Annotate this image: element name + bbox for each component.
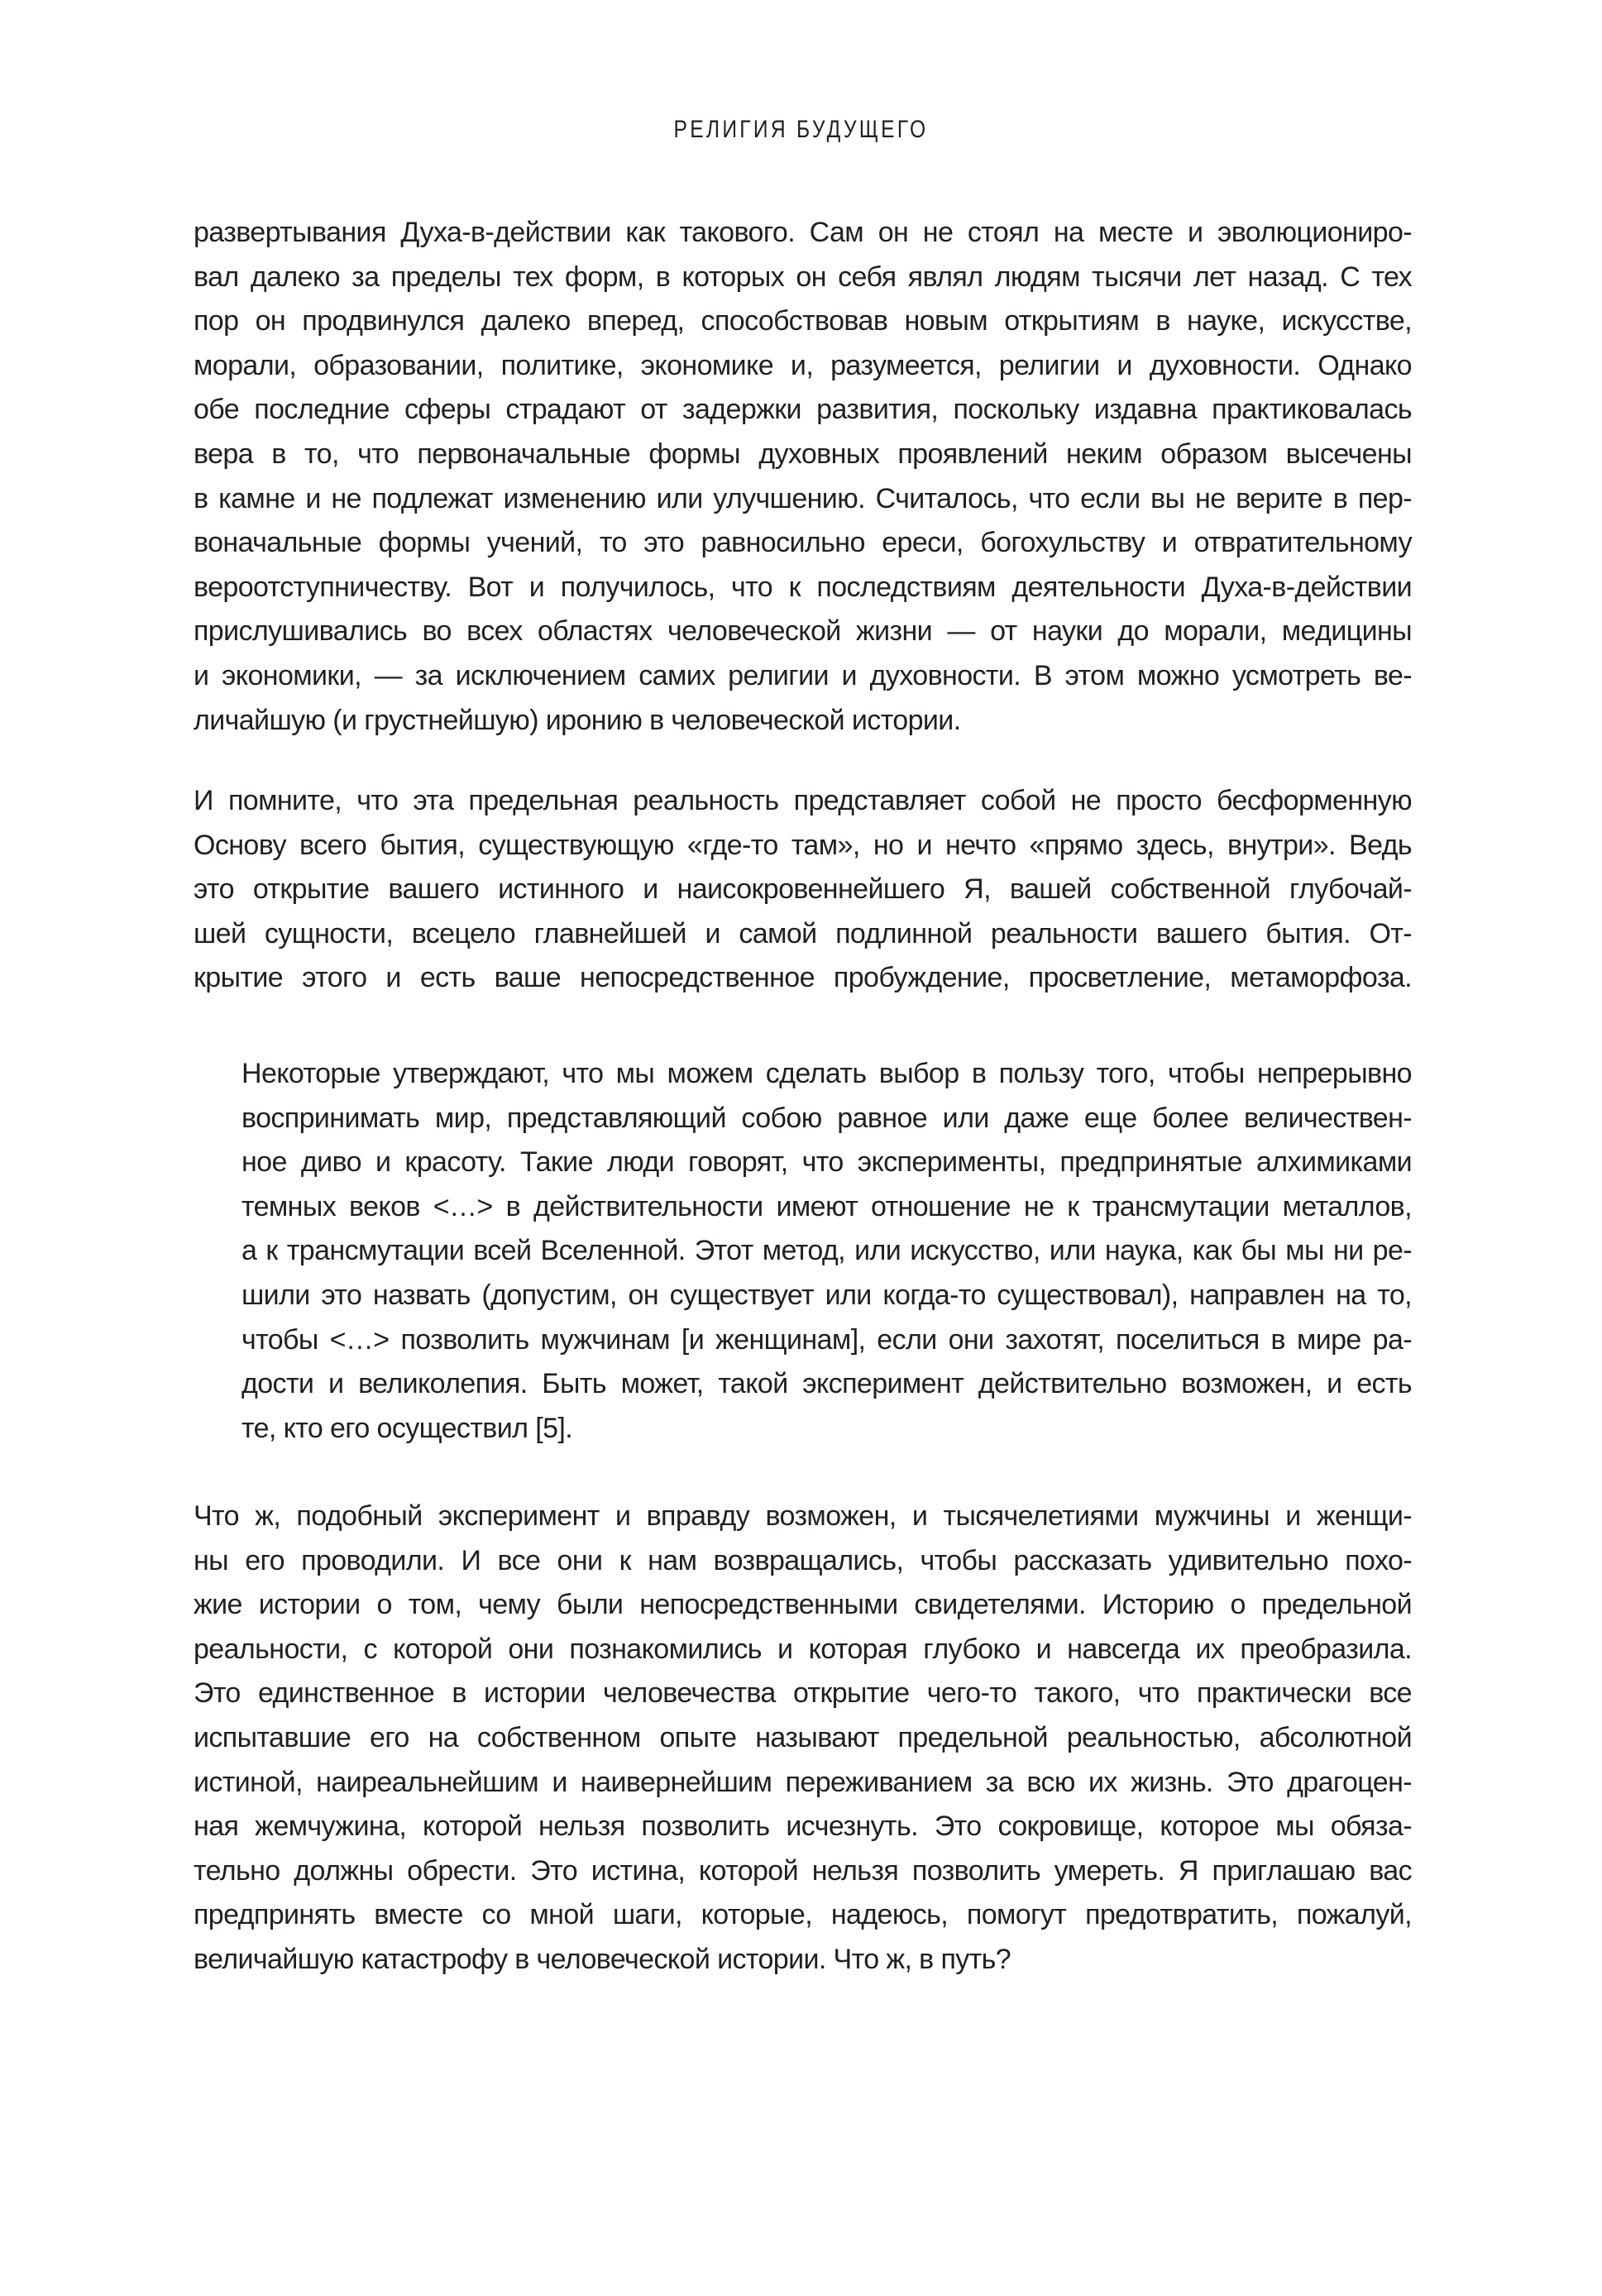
quote-line: ное диво и красоту. Такие люди говорят, что эксперименты, предпринятые алхимиками <box>241 1146 1412 1179</box>
paragraph-3 <box>194 1495 1412 1983</box>
quote-line: дости и великолепия. Быть может, такой эксперимент действительно возможен, и есть <box>241 1368 1412 1400</box>
text-line: И помните, что эта предельная реальность представляет собой не просто бесформенную <box>194 785 1412 816</box>
text-line: Что ж, подобный эксперимент и вправду возможен, и тысячелетиями мужчины и женщи- <box>194 1500 1412 1532</box>
text-line: Это единственное в истории человечества открытие чего-то такого, что практически все <box>194 1677 1412 1710</box>
text-line: вал далеко за пределы тех форм, в которых он себя являл людям тысячи лет назад. С тех <box>194 261 1412 293</box>
text-line: жие истории о том, чему были непосредственными свидетелями. Историю о предельной <box>194 1589 1412 1621</box>
text-line: морали, образовании, политике, экономике и, разумеется, религии и духовности. Однако <box>194 349 1412 381</box>
text-line: крытие этого и есть ваше непосредственное пробуждение, просветление, метаморфоза. <box>194 962 1412 994</box>
quote-line: чтобы <…> позволить мужчинам [и женщинам], если они захотят, поселиться в мире ра- <box>241 1323 1412 1356</box>
text-line: тельно должны обрести. Это истина, которой нельзя позволить умереть. Я приглашаю вас <box>194 1854 1412 1887</box>
text-line: шей сущности, всецело главнейшей и самой подлинной реальности вашего бытия. От- <box>194 917 1412 949</box>
text-line: вероотступничеству. Вот и получилось, что к последствиям деятельности Духа-в-действии <box>194 571 1412 603</box>
text-line: ная жемчужина, которой нельзя позволить исчезнуть. Это сокровище, которое мы обяза- <box>194 1810 1412 1843</box>
text-line: реальности, с которой они познакомились и которая глубоко и навсегда их преобразила. <box>194 1633 1412 1665</box>
text-line: величайшую катастрофу в человеческой истории. Что ж, в путь? <box>194 1943 1011 1975</box>
block-quote <box>241 1052 1412 1451</box>
quote-line: те, кто его осуществил [5]. <box>241 1412 573 1444</box>
quote-line: шили это назвать (допустим, он существует или когда-то существовал), направлен на то, <box>241 1279 1412 1311</box>
text-line: Основу всего бытия, существующую «где-то там», но и нечто «прямо здесь, внутри». Ведь <box>194 829 1412 861</box>
text-line: истиной, наиреальнейшим и наивернейшим переживанием за всю их жизнь. Это драгоцен- <box>194 1766 1412 1798</box>
text-line: в камне и не подлежат изменению или улучшению. Считалось, что если вы не верите в пер- <box>194 482 1412 514</box>
text-line: и экономики, — за исключением самих религии и духовности. В этом можно усмотреть ве- <box>194 659 1412 691</box>
text-line: прислушивались во всех областях человеческой жизни — от науки до морали, медицины <box>194 615 1412 648</box>
paragraph-2 <box>194 779 1412 1001</box>
running-head-title: РЕЛИГИЯ БУДУЩЕГО <box>673 116 929 143</box>
text-line: предпринять вместе со мной шаги, которые, надеюсь, помогут предотвратить, пожалуй, <box>194 1899 1412 1931</box>
paragraph-1 <box>194 211 1412 743</box>
text-line: обе последние сферы страдают от задержки развития, поскольку издавна практиковалась <box>194 394 1412 426</box>
text-line: вера в то, что первоначальные формы духовных проявлений неким образом высечены <box>194 438 1412 470</box>
quote-line: темных веков <…> в действительности имеют отношение не к трансмутации металлов, <box>241 1190 1412 1222</box>
text-line: это открытие вашего истинного и наисокровеннейшего Я, вашей собственной глубочай- <box>194 873 1412 906</box>
quote-line: а к трансмутации всей Вселенной. Этот метод, или искусство, или наука, как бы мы ни ре- <box>241 1235 1412 1267</box>
quote-line: воспринимать мир, представляющий собою равное или даже еще более величествен- <box>241 1102 1412 1134</box>
text-line: ны его проводили. И все они к нам возвращались, чтобы рассказать удивительно похо- <box>194 1544 1412 1576</box>
text-line: воначальные формы учений, то это равносильно ереси, богохульству и отвратительному <box>194 527 1412 559</box>
text-line: пор он продвинулся далеко вперед, способствовав новым открытиям в науке, искусстве, <box>194 305 1412 337</box>
text-line: личайшую (и грустнейшую) иронию в человеческой истории. <box>194 704 961 736</box>
text-line: испытавшие его на собственном опыте называют предельной реальностью, абсолютной <box>194 1721 1412 1753</box>
text-line: развертывания Духа-в-действии как такового. Сам он не стоял на месте и эволюциониро- <box>194 217 1412 248</box>
quote-line: Некоторые утверждают, что мы можем сделать выбор в пользу того, чтобы непрерывно <box>241 1058 1412 1089</box>
